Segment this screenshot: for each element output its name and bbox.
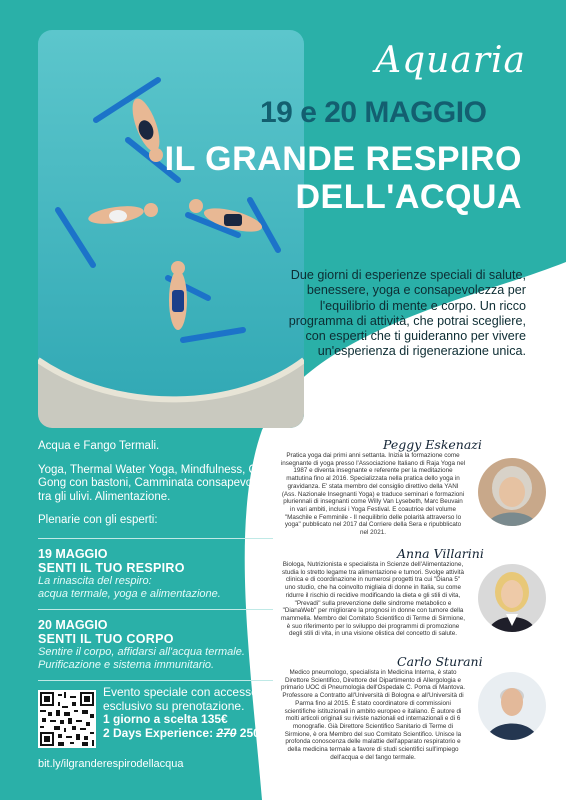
day-2-title: SENTI IL TUO CORPO (38, 631, 174, 646)
title-line-2: DELL'ACQUA (295, 178, 522, 216)
speaker-3-portrait (478, 672, 546, 740)
day-1-block (38, 547, 268, 601)
aquaria-logo: Aquaria (375, 40, 526, 81)
day-2-subtitle-1: Sentire il corpo, affidarsi all'acqua termale. (38, 645, 245, 658)
day-1-subtitle-2: acqua termale, yoga e alimentazione. (38, 587, 221, 600)
speaker-1-bio: Pratica yoga dai primi anni settanta. Inizia la formazione come insegnante di yoga presso l'Associazione Italiano di Raja Yoga nel 1987 e diventa insegnante e referente per la meditazione mattutina fino al 2016. Specializzata nella pratica dello yoga in gravidanza. E' stata membro del consiglio direttivo della YANI (Ass. Nazionale Insegnanti Yoga) e traduce seminari e formazioni pluriennali di insegnanti come Willy Van Lysebeth, Marc Beuvain in vari ambiti, inclusi i Yoga Festival. E coautrice del volume "Maschile e Femminile - Il nequilibrio delle polarità attraverso lo yoga" pubblicato nel 2017 dal Corriere della Sera e ripubblicato nel 2021. (280, 452, 466, 537)
day-1-date: 19 MAGGIO (38, 546, 108, 561)
event-date: 19 e 20 MAGGIO (260, 96, 487, 129)
offer-line-1: Evento speciale con accesso esclusivo su prenotazione. (103, 685, 258, 713)
day-1-subtitle-1: La rinascita del respiro: (38, 574, 152, 587)
offer-line-2: 1 giorno a scelta 135€ (103, 712, 228, 726)
speaker-1-name: Peggy Eskenazi (383, 437, 482, 452)
title-line-1: IL GRANDE RESPIRO (164, 140, 522, 178)
program-paragraph-2: Yoga, Thermal Water Yoga, Mindfulness, Qui Gong con bastoni, Camminata consapevole tra gli ulivi. Alimentazione. (38, 463, 267, 503)
speaker-3-bio: Medico pneumologo, specialista in Medicina Interna, è stato Direttore Scientifico, Direttore del Dipartimento di Allergologia e primario UOC di Pneumologia dell'Ospedale C. Poma di Mantova. Professore a Contratto all'Università di Bologna e all'Università di Parma fino al 2015. È stato coordinatore di commissioni scientifiche istituzionali in ambito europeo e italiano. È autore di molti articoli originali su riviste nazionali ed internazionali e di 6 monografie. Già Direttore Scientifico Sanitario di Terme di Sirmione, è ora Membro del suo Comitato Scientifico. Unisce la profonda conoscenza delle malattie dell'apparato respiratorio e della medicina termale a favore di studi scientifici sull'impiego dell'acqua e del fango termale. (281, 669, 465, 761)
day-2-block (38, 618, 268, 672)
day-2-subtitle-2: Purificazione e sistema immunitario. (38, 658, 215, 671)
program-column (38, 440, 268, 689)
pool-photo (38, 30, 304, 428)
offer-line-3 (103, 727, 283, 741)
divider (38, 538, 273, 539)
speaker-2-portrait (478, 564, 546, 632)
speaker-2-name: Anna Villarini (397, 546, 484, 561)
program-paragraph-1: Acqua e Fango Termali. (38, 440, 160, 452)
program-paragraph-3: Plenarie con gli esperti: (38, 514, 158, 526)
offer-new-price: 250€ (236, 725, 267, 740)
speaker-3-name: Carlo Sturani (397, 654, 483, 669)
booking-link[interactable]: bit.ly/ilgranderespirodellacqua (38, 758, 184, 770)
qr-code[interactable] (38, 690, 96, 748)
intro-text: Due giorni di esperienze speciali di salute, benessere, yoga e consapevolezza per l'equilibrio di mente e corpo. Un ricco programma di attività, che potrai scegliere, con esperti che ti guideranno per vivere un'esperienza di rigenerazione unica. (288, 268, 526, 359)
day-1-title: SENTI IL TUO RESPIRO (38, 560, 185, 575)
speaker-1-portrait (478, 458, 546, 526)
day-2-date: 20 MAGGIO (38, 617, 108, 632)
offer-2days-label: 2 Days Experience: (103, 725, 217, 740)
speaker-2-bio: Biologa, Nutrizionista e specialista in Scienze dell'Alimentazione, studia lo stretto legame tra alimentazione e tumori. Svolge attività clinica e di coordinazione in numerosi progetti tra cui "Diana 5" uno studio, che ha coinvolto migliaia di donne in Italia, su come ridurre il rischio di recidive modificando la dieta e gli stili di vita, "Prevadi" sulla prevenzione delle sindrome metabolico e "DianaWeb" per migliorare la prognosi in donne con tumore della mammella. Membro del Comitato Scientifico di Terme di Sirmione, è suo riferimento per lo sviluppo dei programmi di promozione degli stili di vita, in una visione olistica del concetto di salute. (281, 561, 465, 638)
event-title (165, 140, 522, 216)
special-offer (103, 686, 283, 740)
divider (38, 609, 273, 610)
offer-old-price: 270 (216, 725, 237, 740)
divider (38, 680, 273, 681)
